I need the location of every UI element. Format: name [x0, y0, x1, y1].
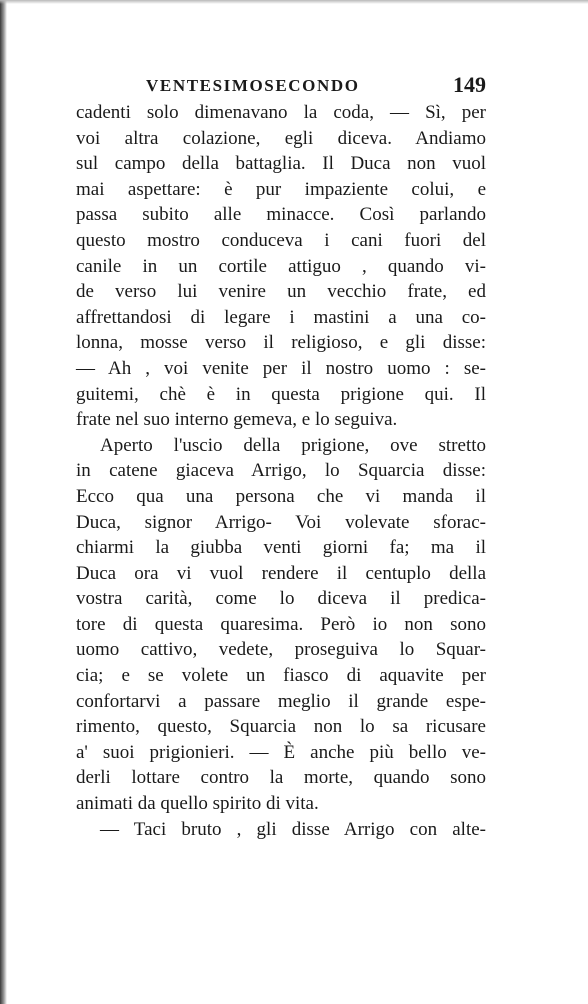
text-line: — Taci bruto , gli disse Arrigo con alte-: [100, 818, 486, 840]
text-line: vostra carità, come lo diceva il predica-: [76, 588, 486, 610]
text-line: frate nel suo interno gemeva, e lo seguiva.: [76, 409, 398, 431]
text-line: mai aspettare: è pur impaziente colui, e: [76, 178, 486, 200]
text-line: voi altra colazione, egli diceva. Andiamo: [76, 127, 486, 149]
text-line: canile in un cortile attiguo , quando vi-: [76, 255, 486, 277]
text-line: de verso lui venire un vecchio frate, ed: [76, 281, 486, 303]
text-line: — Ah , voi venite per il nostro uomo : se-: [76, 357, 486, 379]
text-line: rimento, questo, Squarcia non lo sa ricusare: [76, 716, 486, 738]
text-line: Aperto l'uscio della prigione, ove stretto: [100, 434, 486, 456]
text-line: confortarvi a passare meglio il grande espe-: [76, 690, 486, 712]
text-line: animati da quello spirito di vita.: [76, 793, 319, 815]
running-head: VENTESIMOSECONDO: [146, 76, 360, 95]
top-edge-shadow: [0, 0, 588, 4]
text-line: in catene giaceva Arrigo, lo Squarcia disse:: [76, 460, 486, 482]
page-number: 149: [453, 72, 486, 97]
text-line: sul campo della battaglia. Il Duca non vuol: [76, 153, 486, 175]
text-line: a' suoi prigionieri. — È anche più bello ve-: [76, 741, 486, 763]
text-line: questo mostro conduceva i cani fuori del: [76, 229, 486, 251]
text-line: Duca, signor Arrigo- Voi volevate sforac-: [76, 511, 486, 533]
text-line: uomo cattivo, vedete, proseguiva lo Squar-: [76, 639, 486, 661]
text-line: cia; e se volete un fiasco di aquavite per: [76, 665, 486, 687]
text-line: lonna, mosse verso il religioso, e gli disse:: [76, 332, 486, 354]
body-text: [76, 100, 486, 842]
binding-shadow: [0, 0, 7, 1004]
text-line: cadenti solo dimenavano la coda, — Sì, per: [76, 102, 486, 123]
text-line: passa subito alle minacce. Così parlando: [76, 204, 486, 226]
text-line: derli lottare contro la morte, quando sono: [76, 767, 486, 789]
text-line: chiarmi la giubba venti giorni fa; ma il: [76, 537, 486, 559]
text-line: guitemi, chè è in questa prigione qui. Il: [76, 383, 486, 405]
text-line: tore di questa quaresima. Però io non sono: [76, 613, 486, 635]
text-line: Duca ora vi vuol rendere il centuplo della: [76, 562, 486, 584]
text-line: Ecco qua una persona che vi manda il: [76, 485, 486, 507]
page-header: [76, 72, 486, 102]
text-line: affrettandosi di legare i mastini a una co-: [76, 306, 486, 328]
